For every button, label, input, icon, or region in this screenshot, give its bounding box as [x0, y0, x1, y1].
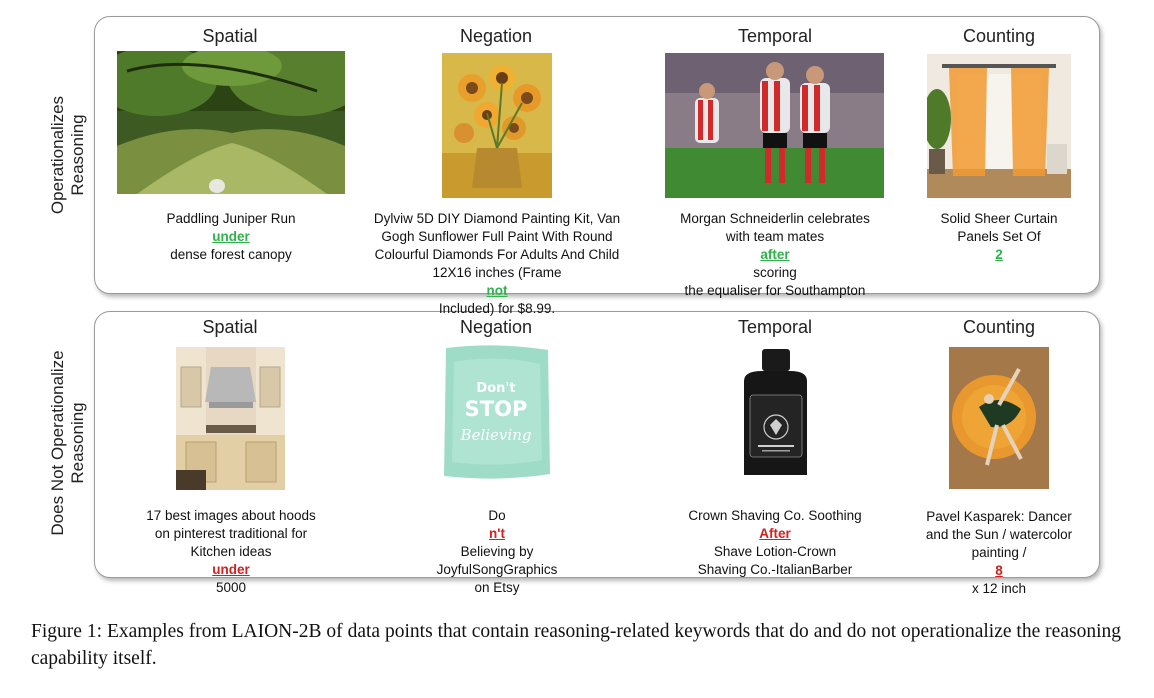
column-title-spatial: Spatial — [202, 26, 258, 46]
caption-temporal-operationalizes: Morgan Schneiderlin celebrates with team mates after scoring the equaliser for Southampton — [680, 211, 870, 298]
column-title-spatial: Spatial — [202, 317, 258, 337]
believing-text: Believing — [460, 426, 532, 444]
kitchen-hood-photo — [176, 347, 285, 490]
keyword-after: After — [759, 526, 791, 541]
caption-spatial-operationalizes: Paddling Juniper Run under dense forest canopy — [166, 211, 296, 262]
football-celebration-photo — [665, 53, 884, 198]
column-title-counting: Counting — [962, 26, 1036, 46]
keyword-nt: n't — [489, 526, 505, 541]
figure-caption-text: Examples from LAION-2B of data points that contain reasoning-related keywords that do and do not operationalize the reasoning capability itself. — [31, 621, 1121, 669]
sheer-curtain-photo — [927, 54, 1071, 198]
caption-temporal-not-operationalizes: Crown Shaving Co. Soothing After Shave Lotion-Crown Shaving Co.-ItalianBarber — [688, 508, 862, 577]
column-title-negation: Negation — [459, 317, 533, 337]
figure-caption — [31, 618, 1121, 672]
watercolor-dont-stop-believing-print — [440, 342, 553, 485]
keyword-under: under — [212, 562, 250, 577]
keyword-after: after — [760, 247, 790, 262]
column-title-counting: Counting — [962, 317, 1036, 337]
keyword-8: 8 — [995, 563, 1003, 578]
keyword-not: not — [486, 283, 508, 298]
caption-counting-not-operationalizes: Pavel Kasparek: Dancer and the Sun / watercolor painting / 8 x 12 inch — [925, 509, 1073, 596]
row-label-does-not-operationalize: Does Not Operationalize Reasoning — [48, 350, 87, 536]
caption-spatial-not-operationalizes: 17 best images about hoods on pinterest traditional for Kitchen ideas under 5000 — [146, 508, 316, 595]
column-title-negation: Negation — [459, 26, 533, 46]
caption-negation-operationalizes: Dylviw 5D DIY Diamond Painting Kit, Van Gogh Sunflower Full Paint With Round Colourful Diamonds For Adults And Child 12X16 inches (Frame not Included) for $8.99. — [373, 211, 621, 316]
caption-counting-operationalizes: Solid Sheer Curtain Panels Set Of 2 — [940, 211, 1058, 262]
shave-lotion-bottle-photo — [704, 347, 847, 482]
forest-river-photo — [117, 51, 345, 194]
keyword-under: under — [212, 229, 250, 244]
stop-text: STOP — [464, 397, 528, 421]
column-title-temporal: Temporal — [737, 317, 813, 337]
column-title-temporal: Temporal — [737, 26, 813, 46]
dont-text: Don't — [476, 381, 516, 396]
van-gogh-sunflowers-painting — [442, 53, 552, 198]
caption-negation-not-operationalizes: Do n't Believing by JoyfulSongGraphics on Etsy — [436, 508, 558, 595]
keyword-2: 2 — [995, 247, 1003, 262]
figure-label: Figure 1: — [31, 621, 103, 642]
row-label-operationalizes: Operationalizes Reasoning — [48, 95, 87, 215]
ballet-dancer-watercolor-painting — [949, 347, 1049, 489]
